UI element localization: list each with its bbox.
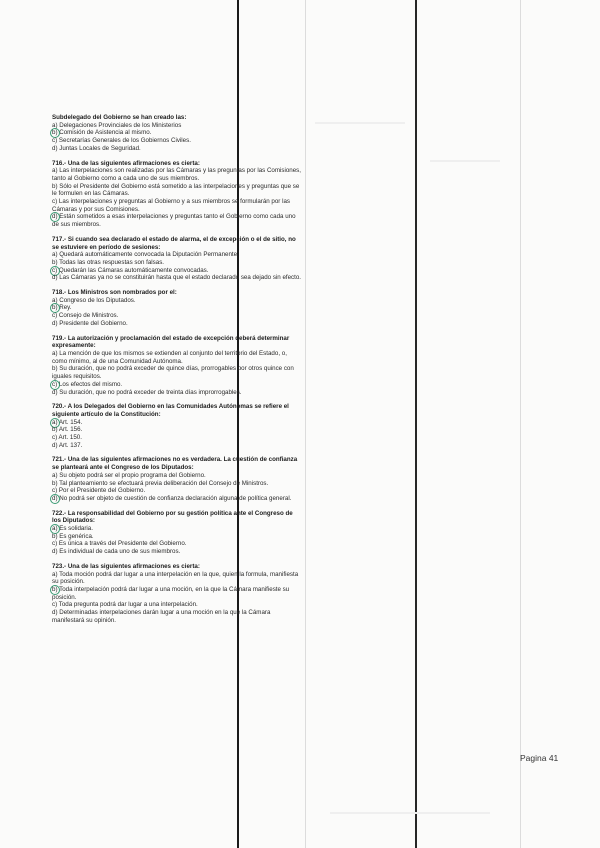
question-block-723	[52, 563, 302, 625]
page-number: Pagina 41	[520, 753, 559, 763]
answer-option: d) Su duración, que no podrá exceder de treinta días improrrogables.	[52, 388, 242, 396]
answer-option: b) Su duración, que no podrá exceder de quince días, prorrogables por otros quince con iguales requisitos.	[52, 365, 294, 381]
answer-option-marked: c) Los efectos del mismo.	[52, 381, 302, 389]
answer-option-marked: c) Quedarán las Cámaras automáticamente convocadas.	[52, 267, 302, 275]
answer-option: d) Determinadas interpelaciones darán lugar a una moción en la que la Cámara manifestará su opinión.	[52, 609, 271, 624]
answer-option: c) Secretarías Generales de los Gobiernos Civiles.	[52, 137, 191, 145]
answer-option-marked: a) Art. 154.	[52, 419, 302, 427]
question-block-722	[52, 510, 302, 556]
question-title: 722.- La responsabilidad del Gobierno por su gestión política ante el Congreso de los Diputados:	[52, 509, 293, 525]
answer-option-marked: a) Es solidaria.	[52, 525, 302, 533]
answer-option: a) La mención de que los mismos se extienden al conjunto del territorio del Estado, o, como mínimo, al de una Comunidad Autónoma.	[52, 349, 287, 365]
answer-option: c) Por el Presidente del Gobierno.	[52, 487, 146, 495]
question-title: 716.- Una de las siguientes afirmaciones es cierta:	[52, 159, 200, 167]
question-title: Subdelegado del Gobierno se han creado las:	[52, 114, 187, 121]
answer-option: a) Su objeto podrá ser el propio programa del Gobierno.	[52, 471, 206, 479]
bleed-through-mark	[330, 812, 490, 814]
question-block-716	[52, 160, 302, 229]
scan-line-right	[415, 0, 417, 848]
answer-option-marked: b) Toda interpelación podrá dar lugar a una moción, en la que la Cámara manifieste su posición.	[52, 586, 302, 601]
question-title: 717.- Si cuando sea declarado el estado de alarma, el de excepción o el de sitio, no se estuviere en período de sesiones:	[52, 235, 296, 251]
answer-option: c) Es única a través del Presidente del Gobierno.	[52, 540, 187, 548]
answer-option: d) Las Cámaras ya no se constituirán hasta que el estado declarado sea dejado sin efecto.	[52, 274, 302, 282]
answer-option: d) Juntas Locales de Seguridad.	[52, 144, 141, 152]
question-block-intro	[52, 114, 302, 153]
answer-option-marked: b) Comisión de Asistencia al mismo.	[52, 129, 302, 137]
question-title: 721.- Una de las siguientes afirmaciones no es verdadera. La cuestión de confianza se planteará ante el Congreso de los Diputados:	[52, 456, 298, 472]
question-block-720	[52, 403, 302, 449]
answer-option: a) Congreso de los Diputados.	[52, 296, 136, 304]
answer-option: a) Toda moción podrá dar lugar a una interpelación en la que, quien la formula, manifiesta su posición.	[52, 570, 299, 586]
answer-option-marked: b) Rey.	[52, 304, 302, 312]
answer-option: b) Art. 156.	[52, 426, 83, 434]
answer-option: a) Quedará automáticamente convocada la Diputación Permanente.	[52, 251, 239, 259]
answer-option: d) Presidente del Gobierno.	[52, 319, 128, 327]
question-block-717	[52, 236, 302, 282]
scan-fold-faint-left	[305, 0, 306, 848]
answer-option: b) Todas las otras respuestas son falsas.	[52, 258, 165, 266]
bleed-through-mark	[315, 122, 405, 124]
answer-option: b) Es genérica.	[52, 532, 94, 540]
question-title: 720.- A los Delegados del Gobierno en las Comunidades Autónomas se refiere el siguiente artículo de la Constitución:	[52, 403, 289, 418]
answer-option: d) Es individual de cada uno de sus miembros.	[52, 548, 181, 556]
answer-option: d) Art. 137.	[52, 441, 83, 449]
scan-fold-faint-right	[520, 0, 521, 848]
answer-option: c) Consejo de Ministros.	[52, 312, 119, 320]
question-block-718	[52, 289, 302, 328]
question-column	[52, 114, 302, 631]
question-block-719	[52, 335, 302, 397]
answer-option: b) Tal planteamiento se efectuará previa deliberación del Consejo de Ministros.	[52, 479, 269, 487]
answer-option: b) Sólo el Presidente del Gobierno está sometido a las interpelaciones y preguntas que se le formulen en las Cámaras.	[52, 182, 300, 198]
answer-option-marked: d) Están sometidos a esas interpelaciones y preguntas tanto el Gobierno como cada uno de sus miembros.	[52, 213, 302, 228]
answer-option: a) Delegaciones Provinciales de los Ministerios	[52, 121, 182, 129]
answer-option: c) Toda pregunta podrá dar lugar a una interpelación.	[52, 601, 198, 609]
question-block-721	[52, 456, 302, 502]
answer-option-marked: d) No podrá ser objeto de cuestión de confianza declaración alguna de política general.	[52, 495, 302, 503]
question-title: 719.- La autorización y proclamación del estado de excepción deberá determinar expresamente:	[52, 334, 290, 350]
answer-option: c) Las interpelaciones y preguntas al Gobierno y a sus miembros se formularán por las Cámaras y por sus Comisiones.	[52, 198, 290, 213]
answer-option: c) Art. 150.	[52, 434, 82, 442]
answer-option: a) Las interpelaciones son realizadas por las Cámaras y las preguntas por las Comisiones, tanto al Gobierno como a cada uno de sus miembros.	[52, 167, 301, 182]
question-title: 718.- Los Ministros son nombrados por el:	[52, 289, 177, 297]
question-title: 723.- Una de las siguientes afirmaciones es cierta:	[52, 562, 200, 570]
bleed-through-mark	[430, 160, 500, 162]
